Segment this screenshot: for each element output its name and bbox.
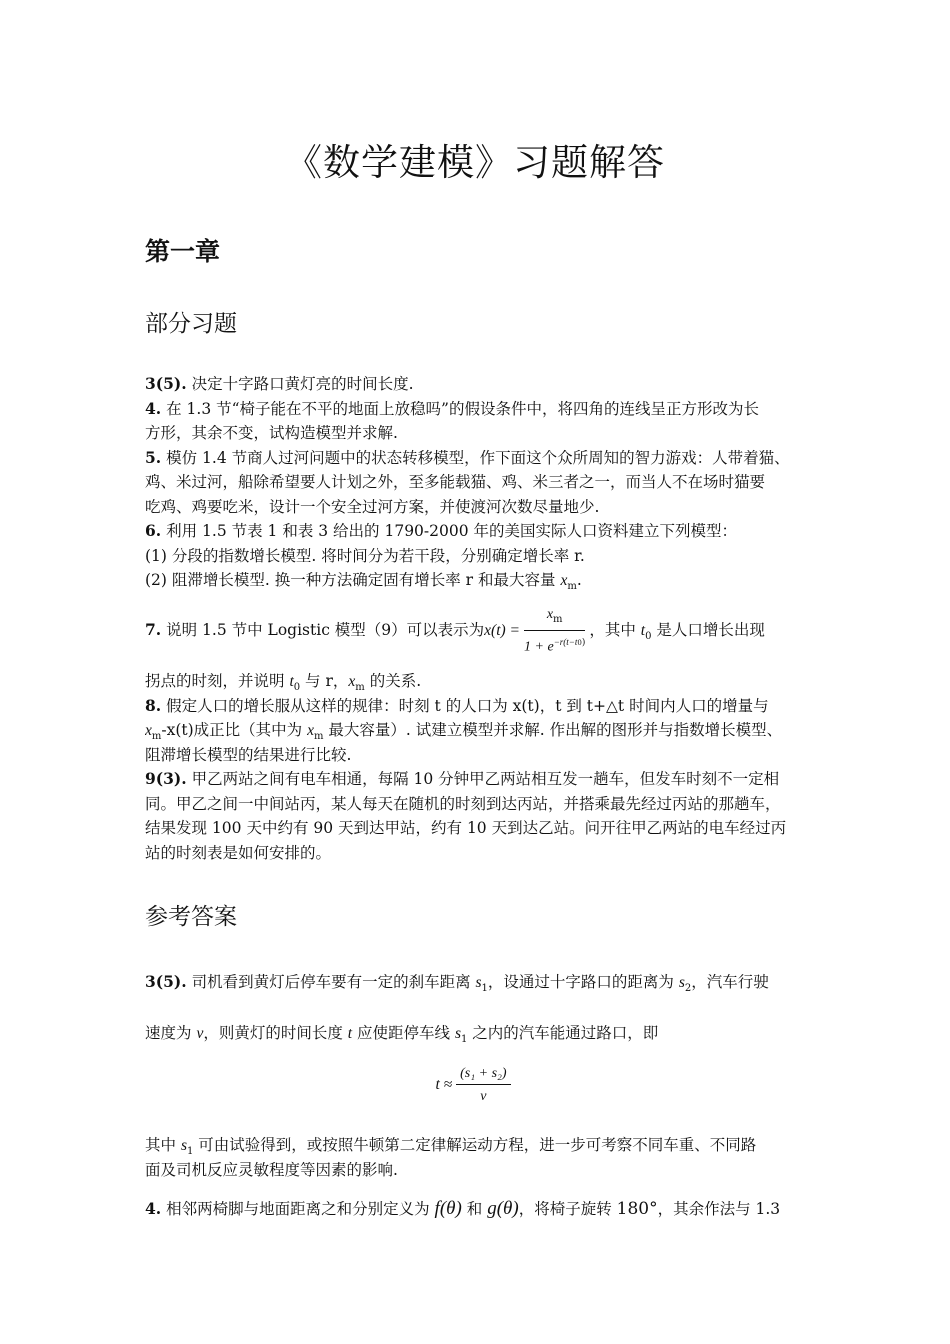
braking-time-formula: t ≈ $\frac{\text{(s₁ + s₂)}}{v}$ [0, 1064, 950, 1106]
exercise-9-cont: 同。甲乙之间一中间站丙，某人每天在随机的时刻到达丙站，并搭乘最先经过丙站的那趟车， [145, 794, 781, 813]
exercise-9-cont: 站的时刻表是如何安排的。 [145, 843, 332, 862]
logistic-formula: $\frac{x_m}{1 + e^{-r(t-t0)}}$ [524, 607, 586, 655]
logistic-formula-lhs: x(t) = [484, 622, 521, 639]
exercise-4-cont: 方形，其余不变，试构造模型并求解. [145, 424, 398, 442]
section-heading-exercises: 部分习题 [145, 311, 237, 337]
answer-4: 4. 相邻两椅脚与地面距离之和分别定义为 f(θ) 和 g(θ)，将椅子旋转 180°，其余作法与 1.3 [145, 1198, 781, 1219]
exercises-block-2 [145, 669, 810, 865]
exercise-9-cont: 结果发现 100 天中约有 90 天到达甲站，约有 10 天到达乙站。问开往甲乙两站的电车经过丙 [145, 819, 787, 837]
exercise-6-item-1: (1) 分段的指数增长模型. 将时间分为若干段，分别确定增长率 r. [145, 546, 585, 565]
exercise-8: 8. 假定人口的增长服从这样的规律：时刻 t 的人口为 x(t)，t 到 t+△t 时间内人口的增量与 [145, 695, 769, 715]
chapter-heading: 第一章 [145, 237, 221, 266]
exercise-8-cont: 阻滞增长模型的结果进行比较. [145, 745, 352, 764]
exercise-4: 4. 在 1.3 节“椅子能在不平的地面上放稳吗”的假设条件中，将四角的连线呈正方形改为长 [145, 398, 759, 418]
answer-3: 3(5). 司机看到黄灯后停车要有一定的刹车距离 $s_1$，设通过十字路口的距离为 $s_2$，汽车行驶 [145, 972, 769, 994]
answer-3-tail: 其中 $s_1$ 可由试验得到，或按照牛顿第二定律解运动方程，进一步可考察不同车重、不同路 面及司机反应灵敏程度等因素的影响. [145, 1136, 757, 1179]
page-title: 《数学建模》习题解答 [285, 141, 665, 184]
exercise-6: 6. 利用 1.5 节表 1 和表 3 给出的 1790-2000 年的美国实际人口资料建立下列模型： [145, 521, 738, 540]
exercise-8-cont: $x_m-x(t)$成正比（其中为 $x_m$ 最大容量）. 试建立模型并求解. 作出解的图形并与指数增长模型、 [145, 721, 783, 742]
exercise-7: 7. 说明 1.5 节中 Logistic 模型（9）可以表示为x(t) = $\frac{x_m}{1 + e^{-r(t-t0)}}$ ，其中 $t_0$ 是人口增长出现 [145, 607, 765, 655]
exercise-7-cont: 拐点的时刻，并说明 $t_0$ 与 r，$x_m$ 的关系. [145, 672, 422, 693]
section-heading-answers: 参考答案 [145, 904, 237, 930]
exercise-9: 9(3). 甲乙两站之间有电车相通，每隔 10 分钟甲乙两站相互发一趟车，但发车时刻不一定相 [145, 769, 780, 788]
answer-3-cont: 速度为 v，则黄灯的时间长度 t 应使距停车线 $s_1$ 之内的汽车能通过路口，即 [145, 1024, 659, 1045]
exercise-5-cont: 吃鸡、鸡要吃米，设计一个安全过河方案，并使渡河次数尽量地少. [145, 497, 600, 516]
exercise-6-item-2: (2) 阻滞增长模型. 换一种方法确定固有增长率 r 和最大容量 $x_m$. [145, 571, 582, 592]
exercise-5-cont: 鸡、米过河，船除希望要人计划之外，至多能载猫、鸡、米三者之一，而当人不在场时猫要 [145, 473, 766, 491]
exercise-5: 5. 模仿 1.4 节商人过河问题中的状态转移模型，作下面这个众所周知的智力游戏：人带着猫、 [145, 447, 790, 467]
exercise-3: 3(5). 决定十字路口黄灯亮的时间长度. [145, 374, 414, 393]
exercises-block [145, 372, 810, 593]
